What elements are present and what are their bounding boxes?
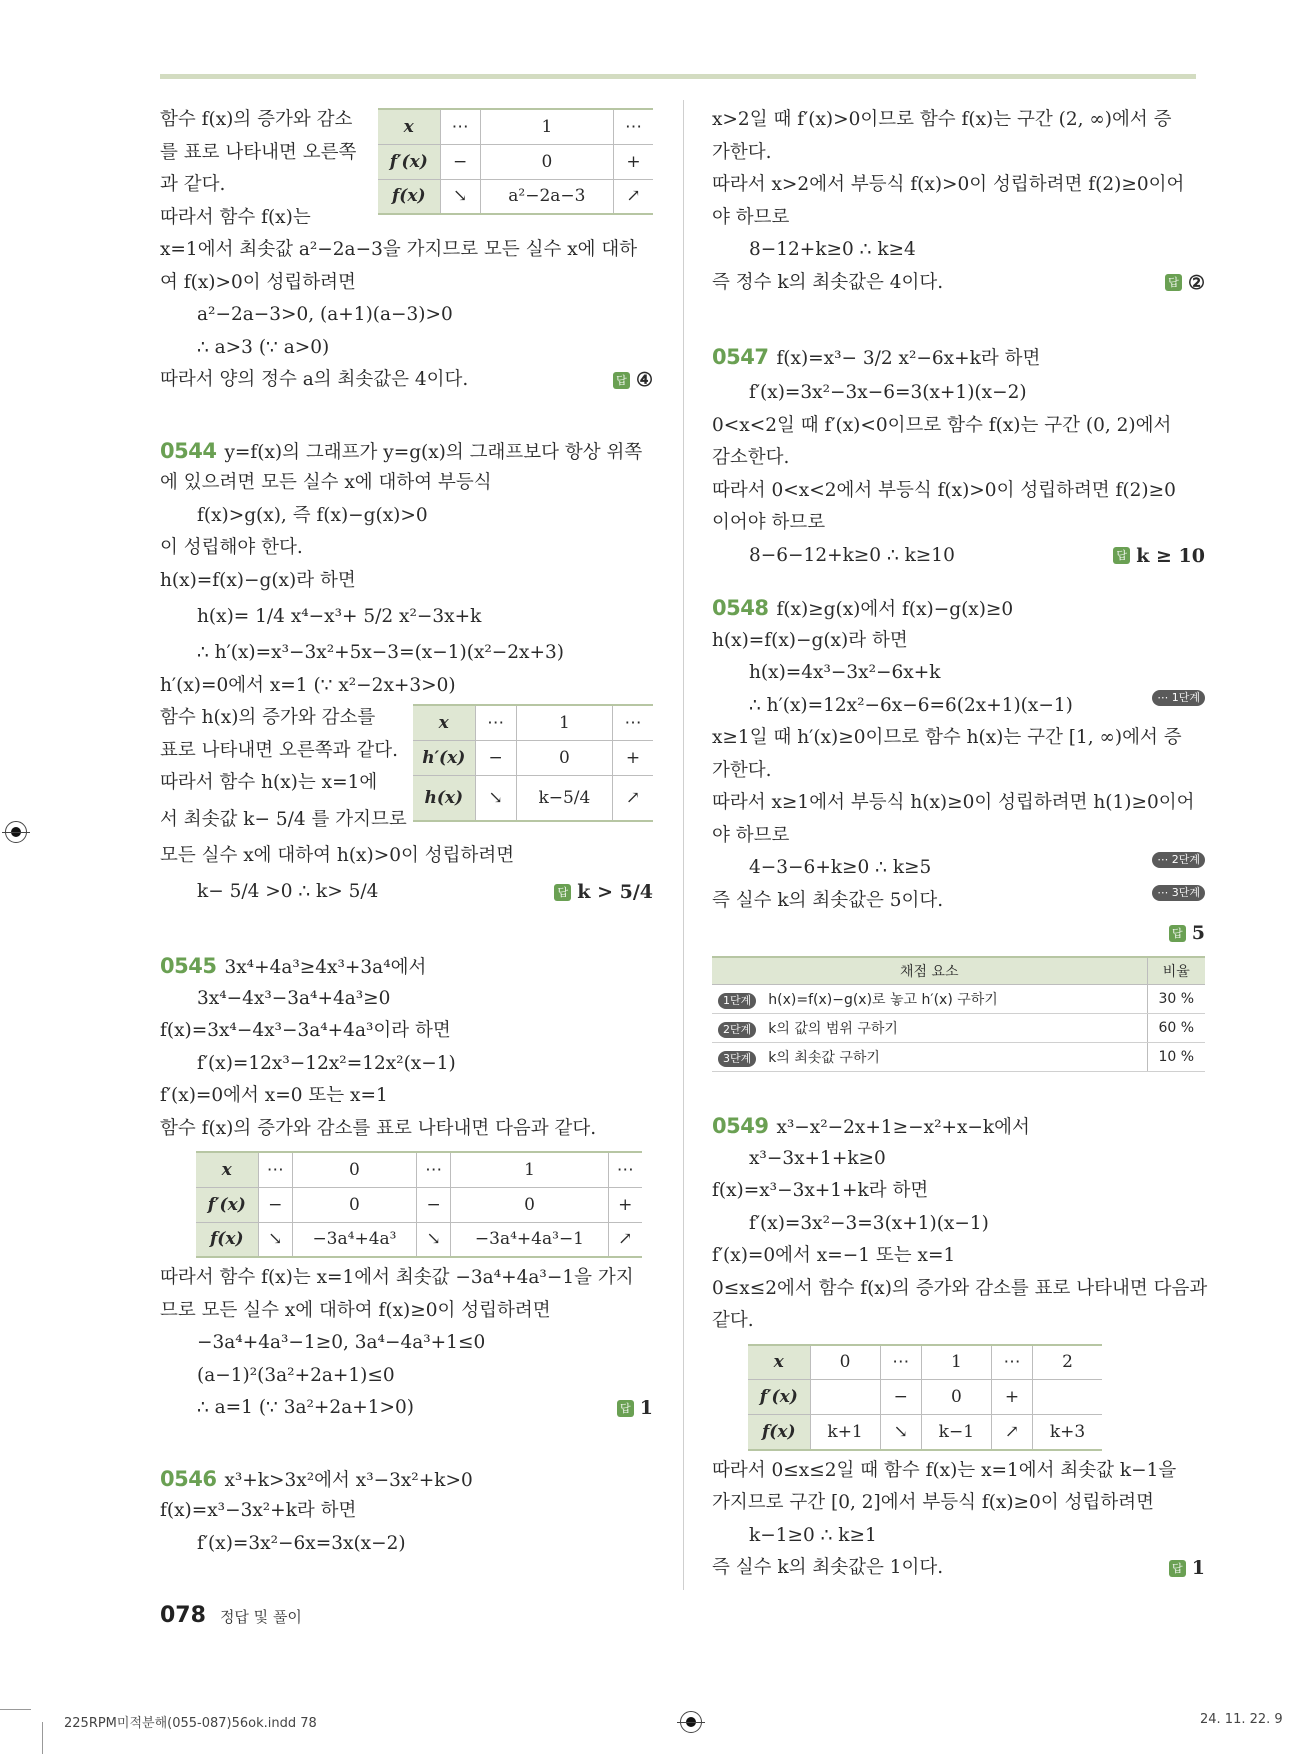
math-line: 3x⁴−4x³−3a⁴+4a³≥0 [197, 987, 391, 1009]
scoring-table: 채점 요소 비율 1단계 h(x)=f(x)−g(x)로 놓고 h′(x) 구하기 30 % 2단계 k의 값의 범위 구하기 60 % 3단계 k의 최솟값 구하기 10 % [712, 956, 1205, 1073]
text-line: 표로 나타내면 오른쪽과 같다. [160, 739, 398, 761]
answer: 답 k > 5/4 [554, 872, 653, 912]
answer: 답 1 [617, 1392, 653, 1425]
registration-mark-icon [680, 1711, 702, 1733]
text-line: 야 하므로 [712, 824, 790, 846]
text-line: 과 같다. [160, 174, 226, 195]
math-line: h(x)=4x³−3x²−6x+k [749, 662, 941, 683]
top-rule [160, 74, 1196, 79]
text-line: 따라서 0<x<2에서 부등식 f(x)>0이 성립하려면 f(2)≥0 [712, 479, 1176, 501]
text-line: 가한다. [712, 759, 772, 781]
answer-badge-icon: 답 [1165, 274, 1182, 291]
math-line: −3a⁴+4a³−1≥0, 3a⁴−4a³+1≤0 [197, 1332, 486, 1353]
step-marker: ⋯ 2단계 [1152, 852, 1205, 868]
math-line: (a−1)²(3a²+2a+1)≤0 [197, 1364, 395, 1386]
text-line: 이 성립해야 한다. [160, 537, 303, 558]
solution-0545: 0545 3x⁴+4a³≥4x³+3a⁴에서 3x⁴−4x³−3a⁴+4a³≥0 f(x)=3x⁴−4x³−3a⁴+4a³이라 하면 f′(x)=12x³−12x²=12x²(x−1) f′(x)=0에서 x=0 또는 x=1 함수 f(x)의 증가와 감소를 표로 나타내면 다음과 같다. x ⋯ 0 ⋯ 1 ⋯ f′(x) − 0 − 0 + f(x) ↘ −3a⁴+4a³ ↘ −3a⁴+4a³−1 ↗ 따라서 함수 f(x)는 x=1에서 최솟값 −3a⁴+4a³−1을 가지 므로 모든 실수 x에 대하여 f(x)≥0이 성립하려면 −3a⁴+4a³−1≥0, 3a⁴−4a³+1≤0 (a−1)²(3a²+2a+1)≤0 ∴ a=1 (∵ 3a²+2a+1>0) 답 1 [160, 950, 653, 1425]
solution-0547: 0547 f(x)=x³− 3/2 x²−6x+k라 하면 f′(x)=3x²−3x−6=3(x+1)(x−2) 0<x<2일 때 f′(x)<0이므로 함수 f(x)는 구간 (0, 2)에서 감소한다. 따라서 0<x<2에서 부등식 f(x)>0이 성립하려면 f(2)≥0 이어야 하므로 8−6−12+k≥0 ∴ k≥10 답 k ≥ 10 [712, 337, 1205, 572]
text-line: f′(x)=0에서 x=0 또는 x=1 [160, 1085, 388, 1106]
answer-badge-icon: 답 [617, 1400, 634, 1417]
math-line: f′(x)=12x³−12x²=12x²(x−1) [197, 1052, 456, 1074]
text-line: 서 최솟값 k− 5/4 를 가지므로 [160, 808, 407, 830]
section-title: 정답 및 풀이 [219, 1608, 302, 1626]
text-line: h(x)=f(x)−g(x)라 하면 [160, 569, 356, 591]
problem-number: 0544 [160, 438, 217, 463]
text-line: 0≤x≤2에서 함수 f(x)의 증가와 감소를 표로 나타내면 다음과 [712, 1277, 1208, 1299]
text-line: 따라서 x≥1에서 부등식 h(x)≥0이 성립하려면 h(1)≥0이어 [712, 792, 1195, 813]
math-line: h(x)= 1/4 x⁴−x³+ 5/2 x²−3x+k [197, 606, 482, 627]
text-line: x≥1일 때 h′(x)≥0이므로 함수 h(x)는 구간 [1, ∞)에서 증 [712, 727, 1182, 748]
problem-number: 0545 [160, 954, 217, 978]
solution-0546: 0546 x³+k>3x²에서 x³−3x²+k>0 f(x)=x³−3x²+k라 하면 f′(x)=3x²−6x=3x(x−2) [160, 1463, 653, 1561]
answer-badge-icon: 답 [1169, 925, 1186, 942]
text-line: f(x)=3x⁴−4x³−3a⁴+4a³이라 하면 [160, 1020, 451, 1041]
math-line: x³−3x+1+k≥0 [749, 1147, 886, 1169]
text-line: 므로 모든 실수 x에 대하여 f(x)≥0이 성립하려면 [160, 1299, 551, 1321]
text-line: 함수 h(x)의 증가와 감소를 [160, 707, 376, 728]
solution-0549: 0549 x³−x²−2x+1≥−x²+x−k에서 x³−3x+1+k≥0 f(x)=x³−3x+1+k라 하면 f′(x)=3x²−3=3(x+1)(x−1) f′(x)=0에서 x=−1 또는 x=1 0≤x≤2에서 함수 f(x)의 증가와 감소를 표로 나타내면 다음과 같다. x 0 ⋯ 1 ⋯ 2 f′(x) − 0 + f(x) k+1 ↘ k−1 ↗ k+3 따라서 0≤x≤2일 때 함수 f(x)는 x=1에서 최솟값 k−1을 가지므로 구간 [0, 2]에서 부등식 f(x)≥0이 성립하려면 k−1≥0 ∴ k≥1 즉 실수 k의 최솟값은 1이다. 답 1 [712, 1110, 1205, 1585]
text-line: x>2일 때 f′(x)>0이므로 함수 f(x)는 구간 (2, ∞)에서 증 [712, 109, 1172, 130]
problem-number: 0548 [712, 596, 769, 620]
variation-table: x ⋯ 1 ⋯ f′(x) − 0 + f(x) ↘ a²−2a−3 ↗ [378, 108, 653, 215]
text-line: h(x)=f(x)−g(x)라 하면 [712, 629, 908, 651]
variation-table: x 0 ⋯ 1 ⋯ 2 f′(x) − 0 + f(x) k+1 ↘ k−1 ↗ k+3 [748, 1344, 1102, 1451]
text-line: 를 표로 나타내면 오른쪽 [160, 141, 357, 163]
page-footer [160, 1603, 302, 1628]
answer: 답 ④ [613, 364, 653, 397]
registration-mark-icon [5, 821, 27, 843]
text-line: 함수 f(x)의 증가와 감소 [160, 109, 353, 130]
text-line: 가한다. [712, 141, 772, 163]
answer: 답 1 [1169, 1552, 1205, 1585]
crop-mark [0, 1709, 31, 1710]
print-slug: 225RPM미적분해(055-087)56ok.indd 78 [64, 1716, 317, 1731]
text-line: 따라서 x>2에서 부등식 f(x)>0이 성립하려면 f(2)≥0이어 [712, 174, 1185, 195]
answer: 답 ② [1165, 267, 1205, 300]
text-line: f(x)=x³−3x²+k라 하면 [160, 1500, 357, 1521]
problem-number: 0546 [160, 1466, 217, 1491]
answer-badge-icon: 답 [554, 884, 571, 901]
text-line: 감소한다. [712, 447, 790, 468]
text-line: 따라서 함수 h(x)는 x=1에 [160, 772, 378, 793]
print-date: 24. 11. 22. 9 [1200, 1712, 1283, 1727]
text-line: 따라서 0≤x≤2일 때 함수 f(x)는 x=1에서 최솟값 k−1을 [712, 1459, 1177, 1481]
text-line: 따라서 양의 정수 a의 최솟값은 4이다. 답 ④ [160, 364, 653, 397]
solution-0548: 0548 f(x)≥g(x)에서 f(x)−g(x)≥0 h(x)=f(x)−g(x)라 하면 h(x)=4x³−3x²−6x+k ∴ h′(x)=12x²−6x−6=6(2x+1)(x−1) ⋯ 1단계 x≥1일 때 h′(x)≥0이므로 함수 h(x)는 구간 [1, ∞)에서 증 가한다. 따라서 x≥1에서 부등식 h(x)≥0이 성립하려면 h(1)≥0이어 야 하므로 4−3−6+k≥0 ∴ k≥5 ⋯ 2단계 즉 실수 k의 최솟값은 5이다. ⋯ 3단계 답 5 채점 요소 비율 1단계 h(x)=f(x)−g(x)로 놓고 h′(x) 구하기 30 % 2단계 k의 값의 범위 구하기 60 % 3단계 k의 최솟값 구하기 10 % [712, 592, 1205, 1072]
solution-0546-continued: x>2일 때 f′(x)>0이므로 함수 f(x)는 구간 (2, ∞)에서 증 가한다. 따라서 x>2에서 부등식 f(x)>0이 성립하려면 f(2)≥0이어 야 하므로 8−12+k≥0 ∴ k≥4 즉 정수 k의 최솟값은 4이다. 답 ② [712, 104, 1205, 299]
math-line: f(x)>g(x), 즉 f(x)−g(x)>0 [197, 504, 428, 526]
right-column [712, 104, 1208, 1585]
crop-mark [42, 1722, 43, 1754]
math-line: f′(x)=3x²−3x−6=3(x+1)(x−2) [749, 382, 1027, 403]
answer: 답 k ≥ 10 [1113, 540, 1205, 573]
text-line: 같다. [712, 1310, 754, 1331]
text-line: 에 있으려면 모든 실수 x에 대하여 부등식 [160, 472, 492, 493]
math-line: ∴ h′(x)=x³−3x²+5x−3=(x−1)(x²−2x+3) [197, 642, 564, 663]
left-column [160, 104, 653, 1560]
step-marker: ⋯ 3단계 [1152, 885, 1205, 901]
problem-number: 0547 [712, 345, 769, 369]
text-line: h′(x)=0에서 x=1 (∵ x²−2x+3>0) [160, 674, 456, 696]
text-line: f′(x)=0에서 x=−1 또는 x=1 [712, 1245, 956, 1266]
text-line: 함수 f(x)의 증가와 감소를 표로 나타내면 다음과 같다. [160, 1117, 597, 1139]
scoring-row: 2단계 k의 값의 범위 구하기 60 % [712, 1014, 1205, 1043]
answer-badge-icon: 답 [1169, 1560, 1186, 1577]
variation-table: x ⋯ 1 ⋯ h′(x) − 0 + h(x) ↘ k−5/4 ↗ [413, 704, 653, 822]
problem-number: 0549 [712, 1114, 769, 1138]
column-divider [683, 100, 684, 1590]
math-line: 8−12+k≥0 ∴ k≥4 [749, 239, 916, 260]
text-line: 야 하므로 [712, 206, 790, 228]
math-line: f′(x)=3x²−3=3(x+1)(x−1) [749, 1212, 989, 1234]
answer: 답 5 [1169, 917, 1205, 950]
scoring-row: 1단계 h(x)=f(x)−g(x)로 놓고 h′(x) 구하기 30 % [712, 985, 1205, 1014]
math-line: k−1≥0 ∴ k≥1 [749, 1524, 877, 1546]
math-line: f′(x)=3x²−6x=3x(x−2) [197, 1532, 406, 1554]
variation-table: x ⋯ 0 ⋯ 1 ⋯ f′(x) − 0 − 0 + f(x) ↘ −3a⁴+4a³ ↘ −3a⁴+4a³−1 ↗ [196, 1151, 642, 1258]
text-line: 0<x<2일 때 f′(x)<0이므로 함수 f(x)는 구간 (0, 2)에서 [712, 414, 1172, 436]
text-line: 가지므로 구간 [0, 2]에서 부등식 f(x)≥0이 성립하려면 [712, 1492, 1154, 1513]
answer-badge-icon: 답 [1113, 547, 1130, 564]
text-line: 모든 실수 x에 대하여 h(x)>0이 성립하려면 [160, 844, 515, 866]
text-line: f(x)=x³−3x+1+k라 하면 [712, 1180, 929, 1201]
page-number: 078 [160, 1603, 206, 1628]
solution-0543-continued [160, 104, 653, 397]
text-line: 따라서 함수 f(x)는 x=1에서 최솟값 −3a⁴+4a³−1을 가지 [160, 1267, 634, 1288]
math-line: a²−2a−3>0, (a+1)(a−3)>0 [197, 304, 453, 325]
math-line: ∴ a>3 (∵ a>0) [197, 336, 330, 358]
text-line: 여 f(x)>0이 성립하려면 [160, 271, 356, 293]
solution-0544: 0544 y=f(x)의 그래프가 y=g(x)의 그래프보다 항상 위쪽 에 있으려면 모든 실수 x에 대하여 부등식 f(x)>g(x), 즉 f(x)−g(x)>0 이 성립해야 한다. h(x)=f(x)−g(x)라 하면 h(x)= 1/4 x⁴−x³+ 5/2 x²−3x+k ∴ h′(x)=x³−3x²+5x−3=(x−1)(x²−2x+3) h′(x)=0에서 x=1 (∵ x²−2x+3>0) x ⋯ 1 ⋯ h′(x) − 0 + h(x) ↘ k−5/4 ↗ 함수 h(x)의 증가와 감소를 표로 나타내면 오른쪽과 같다. 따라서 함수 h(x)는 x=1에 서 최솟값 k− 5/4 를 가지므로 모든 실수 x에 대하여 h(x)>0이 성립하려면 k− 5/4 >0 ∴ k> 5/4 답 k > 5/4 [160, 435, 653, 913]
text-line: 따라서 함수 f(x)는 [160, 206, 311, 228]
answer-badge-icon: 답 [613, 372, 630, 389]
scoring-row: 3단계 k의 최솟값 구하기 10 % [712, 1043, 1205, 1072]
text-line: x=1에서 최솟값 a²−2a−3을 가지므로 모든 실수 x에 대하 [160, 239, 638, 260]
step-marker: ⋯ 1단계 [1152, 690, 1205, 706]
text-line: 이어야 하므로 [712, 512, 826, 533]
